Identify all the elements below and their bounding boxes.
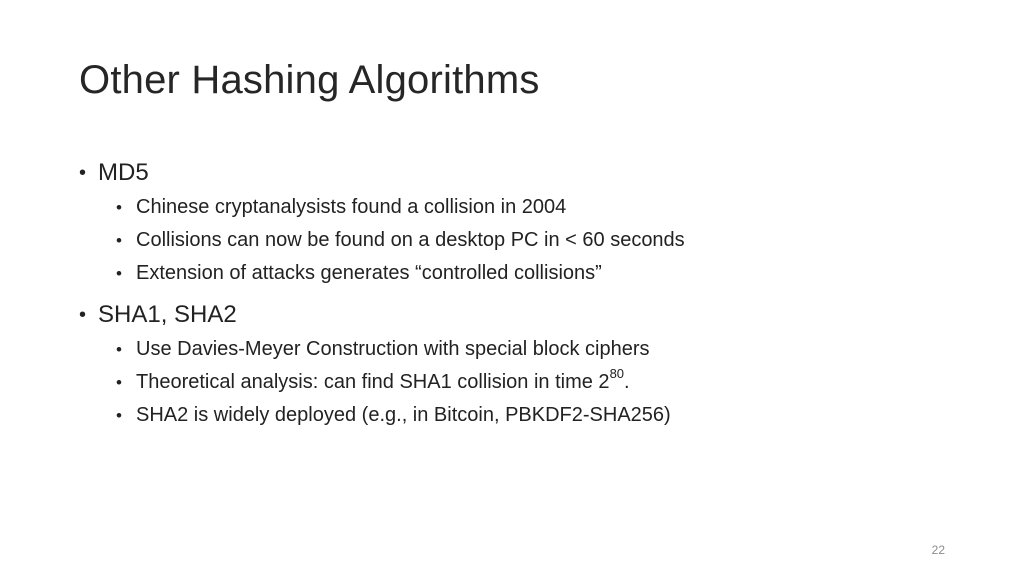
bullet-icon: •: [79, 304, 87, 326]
sub-bullet-text: Use Davies-Meyer Construction with special block ciphers: [136, 338, 650, 360]
bullet-heading: MD5: [98, 159, 149, 186]
sub-bullet-suffix: .: [624, 371, 630, 393]
sub-bullet: [79, 257, 959, 290]
sub-bullet: [79, 366, 959, 399]
bullet-icon: •: [116, 373, 122, 392]
sub-bullet-text: SHA2 is widely deployed (e.g., in Bitcoin, PBKDF2-SHA256): [136, 404, 671, 426]
bullet-group-md5: [79, 156, 959, 290]
sub-bullet: [79, 191, 959, 224]
sub-bullet-text: Chinese cryptanalysists found a collision in 2004: [136, 196, 567, 218]
page-number: 22: [931, 543, 945, 557]
bullet-icon: •: [116, 231, 122, 250]
bullet-icon: •: [116, 264, 122, 283]
slide-content: [79, 156, 959, 432]
sub-bullet-list: [79, 333, 959, 432]
bullet-icon: •: [116, 198, 122, 217]
bullet-icon: •: [116, 406, 122, 425]
sub-bullet-text: Extension of attacks generates “controlled collisions”: [136, 262, 602, 284]
bullet-heading: SHA1, SHA2: [98, 301, 237, 328]
sub-bullet: [79, 399, 959, 432]
sub-bullet-text: Theoretical analysis: can find SHA1 collision in time 2: [136, 371, 610, 393]
bullet-icon: •: [79, 162, 87, 184]
bullet-group-sha: [79, 298, 959, 432]
bullet-sha: [79, 298, 959, 332]
sub-bullet-text: Collisions can now be found on a desktop PC in < 60 seconds: [136, 229, 685, 251]
bullet-md5: [79, 156, 959, 190]
sub-bullet-list: [79, 191, 959, 290]
exponent: 80: [609, 366, 625, 382]
sub-bullet: [79, 224, 959, 257]
bullet-icon: •: [116, 340, 122, 359]
slide-title: Other Hashing Algorithms: [79, 58, 540, 102]
sub-bullet: [79, 333, 959, 366]
